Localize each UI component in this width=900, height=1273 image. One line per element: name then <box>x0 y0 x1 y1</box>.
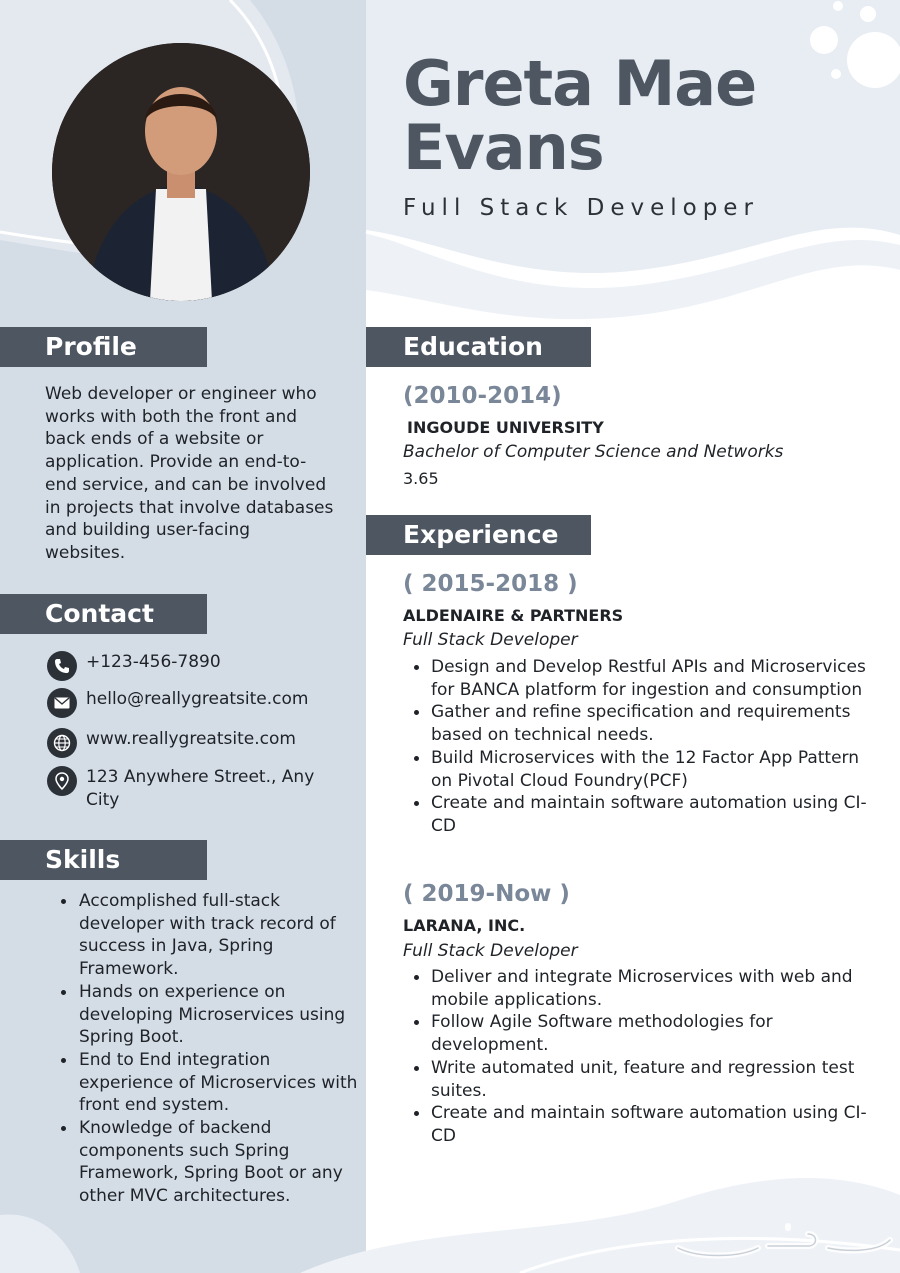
list-item: Gather and refine specification and requirements based on technical needs. <box>431 701 881 746</box>
list-item: Knowledge of backend components such Spring Framework, Spring Boot or any other MVC architectures. <box>79 1117 369 1208</box>
education-period: (2010-2014) <box>403 383 562 409</box>
profile-heading: Profile <box>0 327 207 367</box>
phone-number[interactable]: +123-456-7890 <box>86 652 221 672</box>
list-item: Build Microservices with the 12 Factor App Pattern on Pivotal Cloud Foundry(PCF) <box>431 747 881 792</box>
list-item: Hands on experience on developing Microservices using Spring Boot. <box>79 981 369 1049</box>
job-2-role: Full Stack Developer <box>403 941 578 961</box>
contact-address <box>47 766 347 812</box>
watermark-logo <box>668 1218 898 1266</box>
name-line-1: Greta Mae <box>403 47 757 120</box>
list-item: Create and maintain software automation using CI-CD <box>431 1102 881 1147</box>
job-2-company: LARANA, INC. <box>403 916 526 935</box>
contact-website <box>47 728 347 758</box>
list-item: Accomplished full-stack developer with track record of success in Java, Spring Framework. <box>79 890 369 981</box>
job-2-duties <box>403 966 881 1148</box>
address-text: 123 Anywhere Street., Any City <box>86 767 315 810</box>
contact-heading: Contact <box>0 594 207 634</box>
job-title: Full Stack Developer <box>403 195 759 221</box>
profile-photo <box>52 43 310 301</box>
list-item: Create and maintain software automation using CI-CD <box>431 792 881 837</box>
experience-heading: Experience <box>366 515 591 555</box>
job-1-period: ( 2015-2018 ) <box>403 571 578 597</box>
job-1-duties <box>403 656 881 838</box>
list-item: Design and Develop Restful APIs and Microservices for BANCA platform for ingestion and consumption <box>431 656 881 701</box>
phone-icon <box>47 651 77 681</box>
location-icon <box>47 766 77 796</box>
education-degree: Bachelor of Computer Science and Networks <box>403 442 784 462</box>
job-2-period: ( 2019-Now ) <box>403 881 570 907</box>
education-heading: Education <box>366 327 591 367</box>
portrait-photo-icon <box>52 43 310 301</box>
education-gpa: 3.65 <box>403 469 439 488</box>
skills-list <box>45 890 369 1208</box>
profile-text: Web developer or engineer who works with both the front and back ends of a website or application. Provide an end-to-end service, and can be involved in projects that involve databases and building user-facing websites. <box>45 384 334 563</box>
candidate-name <box>403 47 757 184</box>
email-address[interactable]: hello@reallygreatsite.com <box>86 689 309 709</box>
website-url[interactable]: www.reallygreatsite.com <box>86 729 296 749</box>
globe-icon <box>47 728 77 758</box>
list-item: Follow Agile Software methodologies for development. <box>431 1011 881 1056</box>
job-1-role: Full Stack Developer <box>403 630 578 650</box>
contact-phone <box>47 651 347 681</box>
list-item: Write automated unit, feature and regression test suites. <box>431 1057 881 1102</box>
job-1-company: ALDENAIRE & PARTNERS <box>403 606 624 625</box>
contact-email <box>47 688 347 718</box>
list-item: End to End integration experience of Microservices with front end system. <box>79 1049 369 1117</box>
name-line-2: Evans <box>403 111 604 184</box>
list-item: Deliver and integrate Microservices with web and mobile applications. <box>431 966 881 1011</box>
skills-heading: Skills <box>0 840 207 880</box>
education-institution: INGOUDE UNIVERSITY <box>407 418 604 437</box>
email-icon <box>47 688 77 718</box>
